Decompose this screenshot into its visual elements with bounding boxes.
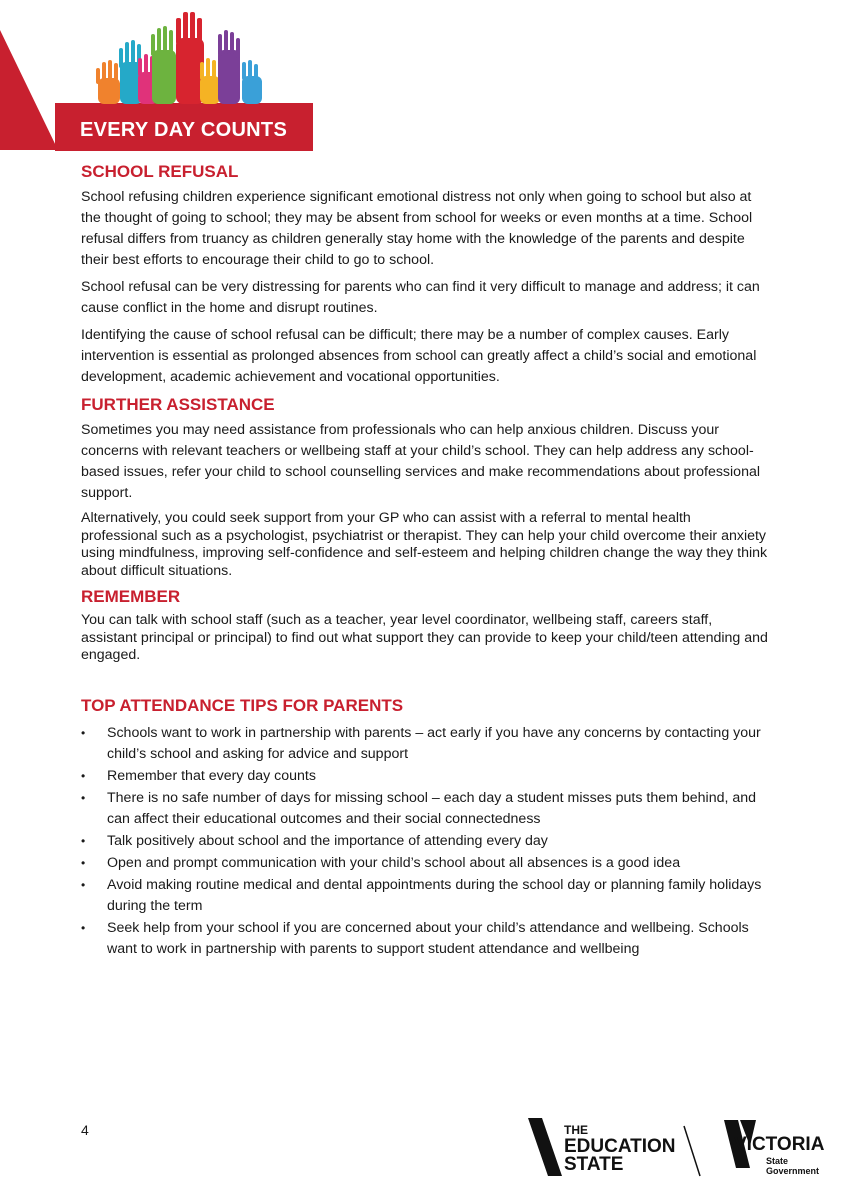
bullet-icon: • xyxy=(81,768,86,783)
hand-icon-green xyxy=(151,26,176,104)
every-day-counts-banner xyxy=(0,0,320,155)
list-item-text: Talk positively about school and the importance of attending every day xyxy=(107,832,548,849)
section-heading-top-tips: TOP ATTENDANCE TIPS FOR PARENTS xyxy=(81,695,404,715)
list-item-text: Schools want to work in partnership with parents – act early if you have any concerns by contacting your child’s school and asking for advice and support xyxy=(107,724,761,762)
hand-icon-red xyxy=(176,12,204,104)
footer-logos xyxy=(526,1116,826,1180)
list-item-text: Remember that every day counts xyxy=(107,767,316,784)
bullet-icon: • xyxy=(81,855,86,870)
paragraph: School refusal can be very distressing for parents who can find it very difficult to manage and address; it can cause conflict in the home and disrupt routines. xyxy=(81,279,760,316)
hand-icon-purple xyxy=(218,30,240,104)
paragraph: Alternatively, you could seek support from your GP who can assist with a referral to mental health professional such as a psychologist, psychiatrist or therapist. They can help your child overcome their anxiety using mindfulness, improving self-confidence and self-esteem and helping children change the way they think about difficult situations. xyxy=(81,510,768,579)
svg-text:VICTORIA: VICTORIA xyxy=(734,1134,825,1155)
section-heading-further-assistance: FURTHER ASSISTANCE xyxy=(81,395,275,414)
list-item-text: Open and prompt communication with your child’s school about all absences is a good idea xyxy=(107,854,681,871)
tips-list xyxy=(81,723,771,960)
bullet-icon: • xyxy=(81,725,86,740)
education-state-logo xyxy=(526,1116,826,1180)
hand-icon-orange xyxy=(96,60,120,104)
svg-text:State: State xyxy=(766,1156,789,1166)
paragraph: Sometimes you may need assistance from professionals who can help anxious children. Discuss your concerns with relevant teachers or wellbeing staff at your child’s school. They can help address any school-based issues, refer your child to school counselling services and make recommendations about professional support. xyxy=(81,422,760,501)
bullet-icon: • xyxy=(81,790,86,805)
list-item xyxy=(81,875,771,917)
list-item xyxy=(81,766,771,787)
list-item-text: Avoid making routine medical and dental appointments during the school day or planning family holidays during the term xyxy=(107,876,762,914)
list-item-text: Seek help from your school if you are concerned about your child’s attendance and wellbeing. Schools want to work in partnership with parents to support student attendance and wellbeing xyxy=(107,919,749,957)
bullet-icon: • xyxy=(81,920,86,935)
hand-icon-blue xyxy=(242,60,262,104)
bullet-icon: • xyxy=(81,877,86,892)
list-item xyxy=(81,918,771,960)
list-item xyxy=(81,853,771,874)
list-item xyxy=(81,723,771,765)
svg-text:THE: THE xyxy=(564,1123,588,1137)
list-item-text: There is no safe number of days for missing school – each day a student misses puts them behind, and can affect their educational outcomes and their social connectedness xyxy=(107,789,757,827)
bullet-icon: • xyxy=(81,833,86,848)
banner-title: EVERY DAY COUNTS xyxy=(80,119,288,141)
paragraph: School refusing children experience significant emotional distress not only when going to school but also at the thought of going to school; they may be absent from school for weeks or even months at a time. School refusal differs from truancy as children generally stay home with the knowledge of the parents and despite their best efforts to encourage their child to go to school. xyxy=(81,189,753,268)
svg-text:STATE: STATE xyxy=(564,1154,624,1175)
list-item xyxy=(81,788,771,830)
list-item xyxy=(81,831,771,852)
paragraph: You can talk with school staff (such as a teacher, year level coordinator, wellbeing staff, careers staff, assistant principal or principal) to find out what support they can provide to keep your child/teen attending and engaged. xyxy=(81,612,768,663)
section-heading-school-refusal: SCHOOL REFUSAL xyxy=(81,162,239,181)
svg-text:EDUCATION: EDUCATION xyxy=(564,1136,676,1157)
svg-text:Government: Government xyxy=(766,1166,820,1176)
paragraph: Identifying the cause of school refusal can be difficult; there may be a number of complex causes. Early intervention is essential as prolonged absences from school can greatly affect a child’s social and emotional development, academic achievement and vocational opportunities. xyxy=(81,327,757,385)
section-heading-remember: REMEMBER xyxy=(81,587,181,606)
hand-icon-yellow xyxy=(200,58,220,104)
page-number: 4 xyxy=(81,1122,89,1138)
page-content xyxy=(81,161,771,961)
